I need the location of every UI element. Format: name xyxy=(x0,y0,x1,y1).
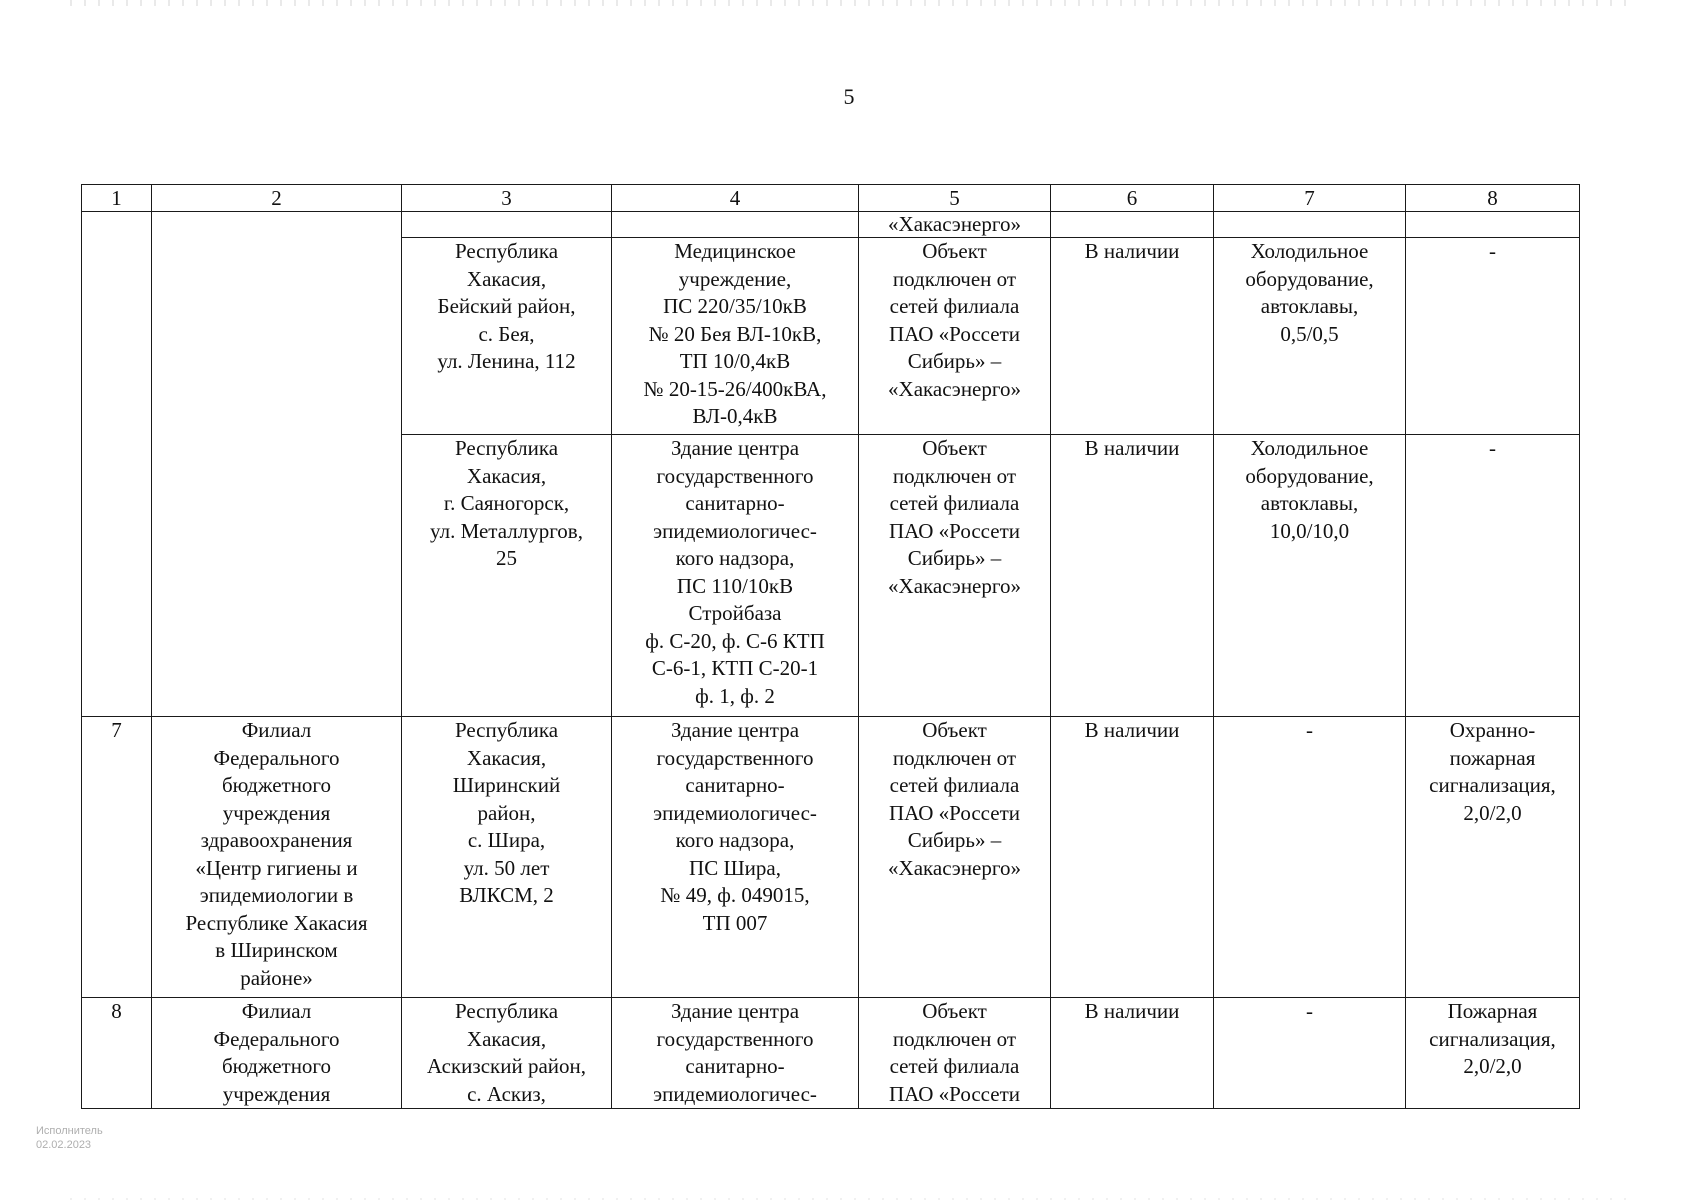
cell-text-line: Здание центра xyxy=(670,999,800,1023)
cell-text-line: подключен от xyxy=(892,745,1017,770)
cell-text-line: Республике Хакасия xyxy=(185,910,368,935)
cell-availability xyxy=(1051,998,1214,1109)
cell-address xyxy=(402,238,612,435)
cont-cell-8 xyxy=(1406,212,1580,238)
cell-text-line: санитарно- xyxy=(685,1054,785,1078)
cell-text-line: учреждения xyxy=(222,1081,331,1106)
page-number: 5 xyxy=(843,84,855,109)
cell-text-line: санитарно- xyxy=(685,491,785,515)
cell-availability xyxy=(1051,238,1214,435)
cell-text-line: эпидемиологичес- xyxy=(653,800,817,825)
cell-text-line: «Центр гигиены и xyxy=(195,855,358,880)
stamp-line: Исполнитель xyxy=(36,1125,103,1137)
cell-text-line: пожарная xyxy=(1449,745,1536,770)
cell-text-line: кого надзора, xyxy=(675,828,795,852)
cell-text-line: Медицинское xyxy=(674,239,796,263)
cell-text-line: 0,5/0,5 xyxy=(1280,321,1339,346)
cell-text-line: - xyxy=(1489,239,1496,263)
cell-text-line: бюджетного xyxy=(221,1054,332,1078)
cell-text-line: эпидемиологии в xyxy=(199,883,354,907)
cell-text-line: Объект xyxy=(922,718,987,742)
cell-text-line: Здание центра xyxy=(670,436,800,460)
cell-text-line: Филиал xyxy=(241,999,312,1023)
cell-text-line: - xyxy=(1306,718,1313,742)
cell-text-line: сигнализация, xyxy=(1429,1026,1556,1051)
cell-text-line: сетей филиала xyxy=(889,1054,1020,1078)
scan-artifact-top xyxy=(70,0,1630,6)
cell-text-line: С-6-1, КТП С-20-1 xyxy=(651,656,819,680)
cell-connection xyxy=(859,435,1051,717)
cont-cell-3 xyxy=(402,212,612,238)
cell-alarm xyxy=(1406,998,1580,1109)
cell-text-line: ВЛ-0,4кВ xyxy=(692,404,778,428)
scan-stamp xyxy=(36,1124,103,1152)
cell-text-line: ВЛКСМ, 2 xyxy=(459,883,554,907)
cell-text-line: В наличии xyxy=(1084,999,1180,1023)
cont-cell-7 xyxy=(1214,212,1406,238)
cell-text-line: 2,0/2,0 xyxy=(1463,1054,1522,1078)
stamp-line: 02.02.2023 xyxy=(36,1139,92,1151)
cell-text-line: здравоохранения xyxy=(200,828,353,852)
cell-text-line: Республика xyxy=(454,239,559,263)
cell-text-line: Охранно- xyxy=(1449,718,1536,742)
cell-text-line: ул. 50 лет xyxy=(463,855,550,880)
cell-text-line: ПАО «Россети xyxy=(888,800,1020,825)
header-col-7: 7 xyxy=(1214,185,1406,212)
cell-text-line: ТП 007 xyxy=(702,910,768,935)
cell-connection xyxy=(859,238,1051,435)
header-col-4: 4 xyxy=(612,185,859,212)
cell-connection xyxy=(859,717,1051,998)
cell-text-line: подключен от xyxy=(892,463,1017,488)
cell-text-line: ПАО «Россети xyxy=(888,1081,1020,1106)
cell-text-line: 2,0/2,0 xyxy=(1463,800,1522,825)
cell-alarm xyxy=(1406,435,1580,717)
cell-text-line: эпидемиологичес- xyxy=(653,518,817,543)
cell-text-line: «Хакасэнерго» xyxy=(888,855,1021,880)
cell-text-line: ПС 110/10кВ xyxy=(676,573,794,598)
cont-cell-1 xyxy=(82,212,152,717)
cell-text-line: сетей филиала xyxy=(889,294,1020,318)
header-col-5: 5 xyxy=(859,185,1051,212)
cell-text-line: бюджетного xyxy=(221,773,332,797)
cell-text-line: ПАО «Россети xyxy=(888,518,1020,543)
cell-text-line: учреждение, xyxy=(678,266,792,291)
cell-text-line: Сибирь» – xyxy=(907,349,1002,373)
cell-text-line: «Хакасэнерго» xyxy=(888,376,1021,401)
cell-text-line: Бейский район, xyxy=(437,294,576,318)
cell-equipment xyxy=(1214,998,1406,1109)
cell-text-line: с. Аскиз, xyxy=(467,1081,546,1106)
cell-text-line: автоклавы, xyxy=(1260,491,1359,515)
data-table xyxy=(81,184,1580,1109)
cell-alarm xyxy=(1406,717,1580,998)
cell-organization xyxy=(152,998,402,1109)
cell-text-line: подключен от xyxy=(892,1026,1017,1051)
cell-object xyxy=(612,717,859,998)
cell-text-line: Республика xyxy=(454,436,559,460)
cell-text-line: Федерального xyxy=(213,1026,340,1051)
cell-number xyxy=(82,717,152,998)
cell-equipment xyxy=(1214,435,1406,717)
cell-text-line: г. Саяногорск, xyxy=(443,491,570,515)
cell-text-line: - xyxy=(1306,999,1313,1023)
cell-text-line: подключен от xyxy=(892,266,1017,291)
continuation-row xyxy=(82,212,1580,238)
cell-organization xyxy=(152,717,402,998)
cell-text-line: ПАО «Россети xyxy=(888,321,1020,346)
header-col-1: 1 xyxy=(82,185,152,212)
cell-text-line: Аскизский район, xyxy=(427,1054,586,1078)
cell-text-line: Холодильное xyxy=(1250,239,1369,263)
cell-text-line: государственного xyxy=(656,463,814,488)
cell-text-line: государственного xyxy=(656,745,814,770)
cell-text-line: Филиал xyxy=(241,718,312,742)
cell-text-line: оборудование, xyxy=(1245,266,1374,291)
cell-text-line: ул. Ленина, 112 xyxy=(437,349,576,373)
cell-text-line: Федерального xyxy=(213,745,340,770)
cell-text-line: Хакасия, xyxy=(466,745,547,770)
cell-text-line: ПС 220/35/10кВ xyxy=(663,294,807,318)
cell-text-line: с. Бея, xyxy=(478,321,535,346)
cell-text-line: ПС Шира, xyxy=(689,855,781,880)
cell-text-line: Хакасия, xyxy=(466,463,547,488)
cell-text-line: Сибирь» – xyxy=(907,546,1002,570)
cell-text-line: ТП 10/0,4кВ xyxy=(679,349,791,373)
cell-alarm xyxy=(1406,238,1580,435)
cell-text-line: с. Шира, xyxy=(467,828,546,852)
cell-connection xyxy=(859,998,1051,1109)
cell-text-line: «Хакасэнерго» xyxy=(888,573,1021,598)
cell-text-line: 7 xyxy=(111,718,122,742)
cell-text-line: № 20-15-26/400кВА, xyxy=(643,376,827,401)
cell-number xyxy=(82,998,152,1109)
cell-object xyxy=(612,238,859,435)
cell-text-line: Пожарная xyxy=(1447,999,1538,1023)
cell-text-line: № 49, ф. 049015, xyxy=(660,883,810,907)
cell-address xyxy=(402,998,612,1109)
cell-text-line: сетей филиала xyxy=(889,773,1020,797)
cell-text-line: Хакасия, xyxy=(466,1026,547,1051)
header-col-8: 8 xyxy=(1406,185,1580,212)
cell-text-line: В наличии xyxy=(1084,718,1180,742)
cell-text-line: В наличии xyxy=(1084,239,1180,263)
table-row xyxy=(82,998,1580,1109)
cell-text-line: государственного xyxy=(656,1026,814,1051)
cell-equipment xyxy=(1214,238,1406,435)
header-col-6: 6 xyxy=(1051,185,1214,212)
table-row xyxy=(82,717,1580,998)
cell-text-line: Здание центра xyxy=(670,718,800,742)
cell-text-line: автоклавы, xyxy=(1260,294,1359,318)
cell-text-line: сетей филиала xyxy=(889,491,1020,515)
cell-text-line: ф. С-20, ф. С-6 КТП xyxy=(645,628,825,653)
cell-text-line: эпидемиологичес- xyxy=(653,1081,817,1106)
cell-text-line: Сибирь» – xyxy=(907,828,1002,852)
cell-text-line: В наличии xyxy=(1084,436,1180,460)
header-row xyxy=(82,185,1580,212)
cell-text-line: Объект xyxy=(922,436,987,460)
header-col-2: 2 xyxy=(152,185,402,212)
cell-equipment xyxy=(1214,717,1406,998)
cell-address xyxy=(402,435,612,717)
cell-text-line: ул. Металлургов, xyxy=(430,518,583,543)
cont-cell-4 xyxy=(612,212,859,238)
cell-text-line: Республика xyxy=(454,718,559,742)
cell-text-line: - xyxy=(1489,436,1496,460)
cell-text-line: Холодильное xyxy=(1250,436,1369,460)
cell-text-line: районе» xyxy=(240,965,313,990)
cell-text-line: Объект xyxy=(922,239,987,263)
cell-text-line: Хакасия, xyxy=(466,266,547,291)
header-col-3: 3 xyxy=(402,185,612,212)
cell-text-line: санитарно- xyxy=(685,773,785,797)
cell-text-line: 25 xyxy=(496,546,517,570)
cell-text-line: в Ширинском xyxy=(215,938,338,962)
cont-cell-2 xyxy=(152,212,402,717)
cell-text-line: № 20 Бея ВЛ-10кВ, xyxy=(648,321,822,346)
cont-cell-5: «Хакасэнерго» xyxy=(859,212,1051,238)
cell-object xyxy=(612,998,859,1109)
cont-cell-6 xyxy=(1051,212,1214,238)
cell-text-line: 10,0/10,0 xyxy=(1269,518,1350,543)
cell-object xyxy=(612,435,859,717)
cell-text-line: ф. 1, ф. 2 xyxy=(695,683,775,708)
cell-availability xyxy=(1051,435,1214,717)
cell-text-line: сигнализация, xyxy=(1429,773,1556,797)
cell-text-line: оборудование, xyxy=(1245,463,1374,488)
cell-availability xyxy=(1051,717,1214,998)
cell-text-line: Объект xyxy=(922,999,987,1023)
cell-address xyxy=(402,717,612,998)
cell-text-line: 8 xyxy=(111,999,122,1023)
cell-text-line: кого надзора, xyxy=(675,546,795,570)
cell-text-line: Ширинский xyxy=(452,773,561,797)
cell-text-line: район, xyxy=(477,800,536,825)
cell-text-line: Республика xyxy=(454,999,559,1023)
cell-text-line: Стройбаза xyxy=(688,601,782,625)
cell-text-line: учреждения xyxy=(222,800,331,825)
